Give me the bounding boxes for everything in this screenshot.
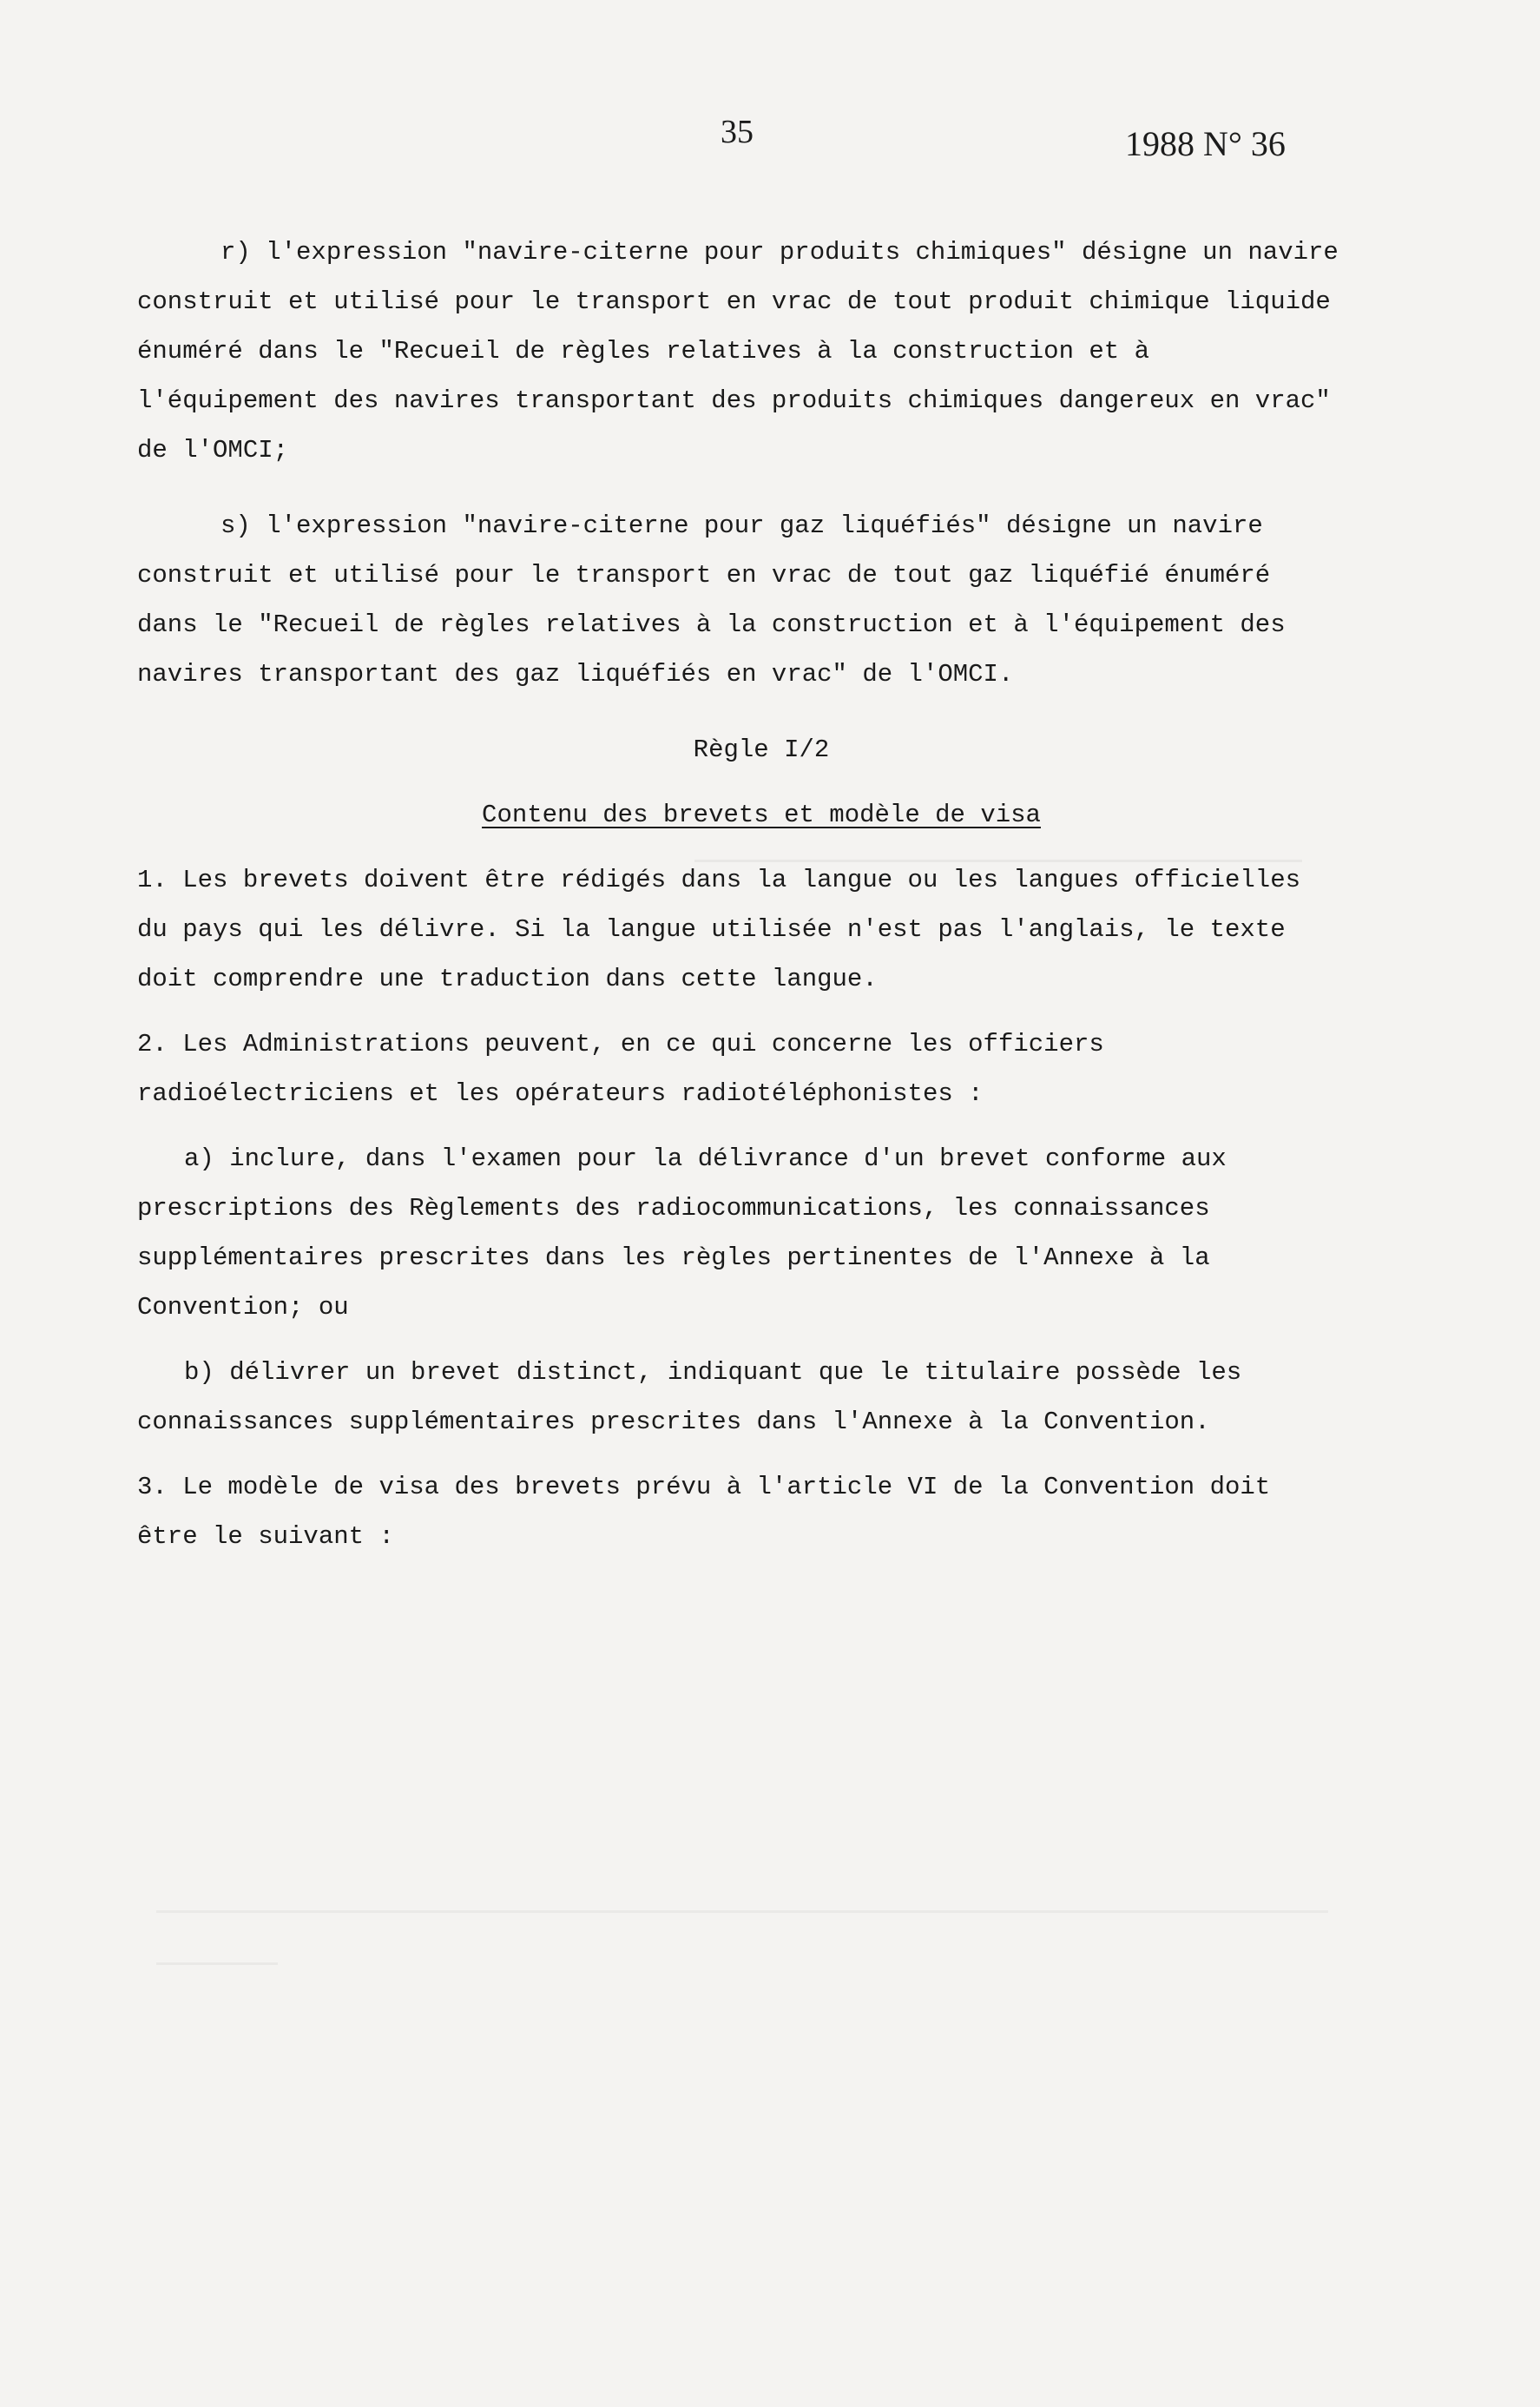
item-b: b) délivrer un brevet distinct, indiquant que le titulaire possède les connaissances supplémentaires prescrites dans l'Annexe à la Convention. bbox=[137, 1358, 1242, 1436]
item-a: a) inclure, dans l'examen pour la délivrance d'un brevet conforme aux prescriptions des Règlements des radiocommunications, les connaissances supplémentaires prescrites dans les règles pertinentes de l'Annexe à la Convention; ou bbox=[137, 1144, 1227, 1322]
rule-heading: Contenu des brevets et modèle de visa bbox=[482, 801, 1041, 829]
show-through-line bbox=[156, 1962, 278, 1965]
document-body bbox=[137, 228, 1344, 1577]
paragraph-1: 1. Les brevets doivent être rédigés dans la langue ou les langues officielles du pays qui les délivre. Si la langue utilisée n'est pas l'anglais, le texte doit comprendre une traduction dans cette langue. bbox=[137, 866, 1301, 993]
page-number: 35 bbox=[721, 114, 754, 150]
issue-number: 1988 N° 36 bbox=[1125, 124, 1286, 163]
show-through-line bbox=[156, 1910, 1328, 1913]
definition-s: s) l'expression "navire-citerne pour gaz liquéfiés" désigne un navire construit et utilisé pour le transport en vrac de tout gaz liquéfié énuméré dans le "Recueil de règles relatives à la construction et à l'équipement des navires transportant des gaz liquéfiés en vrac" de l'OMCI. bbox=[137, 511, 1286, 689]
paragraph-2: 2. Les Administrations peuvent, en ce qui concerne les officiers radioélectriciens et les opérateurs radiotéléphonistes : bbox=[137, 1030, 1104, 1108]
rule-title: Règle I/2 bbox=[693, 735, 830, 764]
definition-r: r) l'expression "navire-citerne pour produits chimiques" désigne un navire construit et utilisé pour le transport en vrac de tout produit chimique liquide énuméré dans le "Recueil de règles relatives à la construction et à l'équipement des navires transportant des produits chimiques dangereux en vrac" de l'OMCI; bbox=[137, 238, 1339, 465]
paragraph-3: 3. Le modèle de visa des brevets prévu à l'article VI de la Convention doit être le suivant : bbox=[137, 1473, 1271, 1551]
